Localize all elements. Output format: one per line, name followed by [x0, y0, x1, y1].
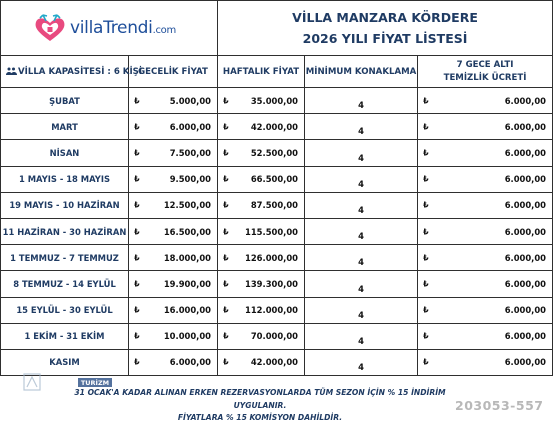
weekly-price-cell [218, 192, 305, 218]
min-stay-cell: 4 [305, 271, 418, 297]
nightly-price-cell [129, 349, 218, 375]
amount: 19.900,00 [163, 278, 212, 289]
cleaning-fee-cell [418, 323, 553, 349]
cleaning-fee-cell [418, 297, 553, 323]
nightly-price-header: GECELİK FİYAT [129, 56, 218, 88]
amount: 18.000,00 [163, 252, 212, 263]
min-stay-header: MİNİMUM KONAKLAMA [305, 56, 418, 88]
period-cell: ŞUBAT [1, 88, 129, 114]
period-cell: MART [1, 114, 129, 140]
min-stay-cell: 4 [305, 297, 418, 323]
amount: 35.000,00 [250, 95, 299, 106]
weekly-price-cell [218, 166, 305, 192]
min-stay-cell: 4 [305, 166, 418, 192]
amount: 6.000,00 [169, 357, 212, 368]
price-row [1, 297, 553, 323]
price-row [1, 323, 553, 349]
badge-text: TURİZM [80, 379, 110, 387]
nightly-price-cell [129, 114, 218, 140]
lira-symbol: ₺ [423, 148, 429, 158]
lira-symbol: ₺ [423, 96, 429, 106]
logo-text: villaTrendi.com [70, 18, 176, 38]
amount: 6.000,00 [504, 226, 547, 237]
min-stay-cell: 4 [305, 192, 418, 218]
amount: 16.000,00 [163, 305, 212, 316]
lira-symbol: ₺ [223, 96, 229, 106]
nightly-price-cell [129, 271, 218, 297]
cleaning-fee-cell [418, 114, 553, 140]
amount: 6.000,00 [504, 305, 547, 316]
lira-symbol: ₺ [423, 357, 429, 367]
lira-symbol: ₺ [223, 227, 229, 237]
weekly-price-header: HAFTALIK FİYAT [218, 56, 305, 88]
weekly-price-cell [218, 323, 305, 349]
price-row [1, 166, 553, 192]
amount: 6.000,00 [504, 200, 547, 211]
lira-symbol: ₺ [223, 331, 229, 341]
weekly-price-cell [218, 297, 305, 323]
lira-symbol: ₺ [223, 305, 229, 315]
nightly-price-cell [129, 88, 218, 114]
nightly-price-cell [129, 192, 218, 218]
lira-symbol: ₺ [423, 253, 429, 263]
min-stay-cell: 4 [305, 88, 418, 114]
cleaning-fee-cell [418, 271, 553, 297]
logo-cell [1, 1, 218, 56]
lira-symbol: ₺ [223, 357, 229, 367]
amount: 6.000,00 [504, 278, 547, 289]
price-row [1, 140, 553, 166]
cleaning-fee-cell [418, 245, 553, 271]
weekly-price-cell [218, 88, 305, 114]
weekly-price-cell [218, 218, 305, 244]
nightly-price-cell [129, 166, 218, 192]
period-cell: 1 TEMMUZ - 7 TEMMUZ [1, 245, 129, 271]
cleaning-fee-cell [418, 218, 553, 244]
amount: 6.000,00 [504, 252, 547, 263]
lira-symbol: ₺ [134, 227, 140, 237]
price-row [1, 192, 553, 218]
cleaning-fee-cell [418, 349, 553, 375]
license-watermark: 203053-557 [455, 398, 544, 413]
weekly-price-cell [218, 349, 305, 375]
price-row [1, 218, 553, 244]
lira-symbol: ₺ [134, 174, 140, 184]
price-row [1, 245, 553, 271]
period-cell: NİSAN [1, 140, 129, 166]
amount: 12.500,00 [163, 200, 212, 211]
footer-line-2: FİYATLARA % 15 KOMİSYON DAHİLDİR. [177, 413, 343, 422]
lira-symbol: ₺ [423, 279, 429, 289]
period-cell: KASIM [1, 349, 129, 375]
lira-symbol: ₺ [423, 305, 429, 315]
lira-symbol: ₺ [223, 279, 229, 289]
period-cell: 1 EKİM - 31 EKİM [1, 323, 129, 349]
nightly-price-cell [129, 297, 218, 323]
lira-symbol: ₺ [223, 200, 229, 210]
weekly-price-cell [218, 245, 305, 271]
price-row [1, 271, 553, 297]
period-cell: 8 TEMMUZ - 14 EYLÜL [1, 271, 129, 297]
price-row [1, 114, 553, 140]
min-stay-cell: 4 [305, 349, 418, 375]
lira-symbol: ₺ [423, 227, 429, 237]
period-cell: 19 MAYIS - 10 HAZİRAN [1, 192, 129, 218]
capacity-header: VİLLA KAPASİTESİ : 6 KİŞİ [1, 56, 129, 88]
column-header-row [1, 56, 553, 88]
people-group-icon [6, 67, 17, 75]
amount: 6.000,00 [504, 331, 547, 342]
lira-symbol: ₺ [223, 174, 229, 184]
footer-note [60, 387, 460, 425]
lira-symbol: ₺ [223, 122, 229, 132]
cleaning-fee-cell [418, 166, 553, 192]
lira-symbol: ₺ [134, 253, 140, 263]
amount: 126.000,00 [245, 252, 299, 263]
min-stay-cell: 4 [305, 114, 418, 140]
cleaning-fee-cell [418, 192, 553, 218]
lira-symbol: ₺ [423, 122, 429, 132]
amount: 115.500,00 [245, 226, 299, 237]
lira-symbol: ₺ [134, 279, 140, 289]
lira-symbol: ₺ [223, 148, 229, 158]
amount: 9.500,00 [169, 174, 212, 185]
period-cell: 1 MAYIS - 18 MAYIS [1, 166, 129, 192]
amount: 70.000,00 [250, 331, 299, 342]
amount: 42.000,00 [250, 121, 299, 132]
min-stay-cell: 4 [305, 323, 418, 349]
logo [1, 1, 217, 55]
lira-symbol: ₺ [134, 331, 140, 341]
amount: 112.000,00 [245, 305, 299, 316]
lira-symbol: ₺ [134, 200, 140, 210]
amount: 5.000,00 [169, 95, 212, 106]
min-stay-cell: 4 [305, 245, 418, 271]
amount: 52.500,00 [250, 147, 299, 158]
weekly-price-cell [218, 271, 305, 297]
amount: 10.000,00 [163, 331, 212, 342]
cleaning-fee-cell [418, 140, 553, 166]
lira-symbol: ₺ [134, 148, 140, 158]
period-cell: 11 HAZİRAN - 30 HAZİRAN [1, 218, 129, 244]
lira-symbol: ₺ [423, 200, 429, 210]
cleaning-fee-cell [418, 88, 553, 114]
period-cell: 15 EYLÜL - 30 EYLÜL [1, 297, 129, 323]
lira-symbol: ₺ [423, 174, 429, 184]
lira-symbol: ₺ [423, 331, 429, 341]
amount: 16.500,00 [163, 226, 212, 237]
nightly-price-cell [129, 218, 218, 244]
amount: 6.000,00 [504, 95, 547, 106]
amount: 6.000,00 [504, 121, 547, 132]
page-title [218, 1, 553, 56]
footer-line-1: 31 OCAK'A KADAR ALINAN ERKEN REZERVASYONLARDA TÜM SEZON İÇİN % 15 İNDİRİM UYGULANIR. [74, 388, 446, 410]
weekly-price-cell [218, 140, 305, 166]
lira-symbol: ₺ [134, 96, 140, 106]
nightly-price-cell [129, 245, 218, 271]
cleaning-fee-header: 7 GECE ALTI TEMİZLİK ÜCRETİ [418, 56, 553, 88]
min-stay-cell: 4 [305, 140, 418, 166]
amount: 6.000,00 [504, 357, 547, 368]
title-line-1: VİLLA MANZARA KÖRDERE [292, 10, 478, 25]
price-row [1, 88, 553, 114]
amount: 6.000,00 [504, 147, 547, 158]
lira-symbol: ₺ [223, 253, 229, 263]
amount: 66.500,00 [250, 174, 299, 185]
amount: 139.300,00 [245, 278, 299, 289]
amount: 6.000,00 [504, 174, 547, 185]
lira-symbol: ₺ [134, 357, 140, 367]
amount: 42.000,00 [250, 357, 299, 368]
villa-heart-palm-icon [31, 12, 69, 44]
amount: 7.500,00 [169, 147, 212, 158]
lira-symbol: ₺ [134, 122, 140, 132]
amount: 87.500,00 [250, 200, 299, 211]
weekly-price-cell [218, 114, 305, 140]
min-stay-cell: 4 [305, 218, 418, 244]
lira-symbol: ₺ [134, 305, 140, 315]
nightly-price-cell [129, 140, 218, 166]
title-line-2: 2026 YILI FİYAT LİSTESİ [302, 31, 468, 46]
amount: 6.000,00 [169, 121, 212, 132]
nightly-price-cell [129, 323, 218, 349]
